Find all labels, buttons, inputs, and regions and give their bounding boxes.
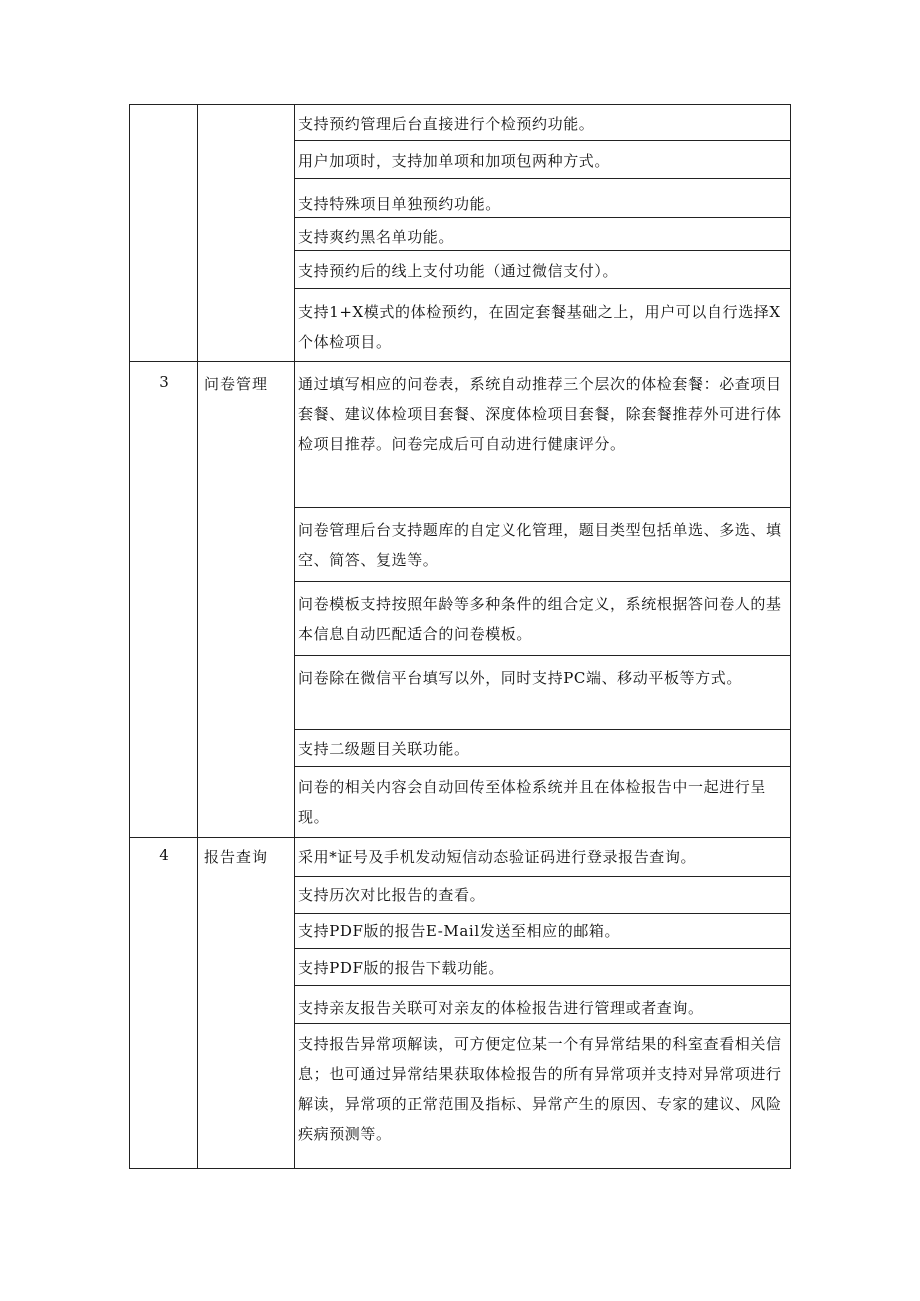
category-label: 报告查询 — [204, 848, 269, 866]
feature-cell: 支持PDF版的报告E-Mail发送至相应的邮箱。 — [298, 922, 621, 940]
feature-cell: 支持预约管理后台直接进行个检预约功能。 — [298, 115, 595, 133]
feature-cell: 问卷除在微信平台填写以外，同时支持PC端、移动平板等方式。 — [298, 669, 742, 687]
row-divider — [295, 581, 790, 582]
row-number: 3 — [159, 373, 169, 391]
column-divider — [294, 105, 295, 1168]
feature-cell: 支持报告异常项解读，可方便定位某一个有异常结果的科室查看相关信息；也可通过异常结果获取体检报告的所有异常项并支持对异常项进行解读，异常项的正常范围及指标、异常产生的原因、专家的建议、风险疾病预测等。 — [298, 1035, 782, 1143]
feature-cell: 用户加项时，支持加单项和加项包两种方式。 — [298, 152, 611, 170]
feature-cell: 支持亲友报告关联可对亲友的体检报告进行管理或者查询。 — [298, 999, 704, 1017]
row-divider — [295, 729, 790, 730]
feature-cell: 支持1+X模式的体检预约，在固定套餐基础之上，用户可以自行选择X个体检项目。 — [298, 303, 781, 351]
section-divider — [130, 361, 790, 362]
row-divider — [295, 876, 790, 877]
feature-cell: 问卷管理后台支持题库的自定义化管理，题目类型包括单选、多选、填空、简答、复选等。 — [298, 521, 782, 569]
feature-cell: 问卷模板支持按照年龄等多种条件的组合定义，系统根据答问卷人的基本信息自动匹配适合的问卷模板。 — [298, 595, 782, 643]
feature-cell: 支持PDF版的报告下载功能。 — [298, 959, 504, 977]
row-divider — [295, 288, 790, 289]
feature-cell: 通过填写相应的问卷表，系统自动推荐三个层次的体检套餐：必查项目套餐、建议体检项目套餐、深度体检项目套餐，除套餐推荐外可进行体检项目推荐。问卷完成后可自动进行健康评分。 — [298, 375, 782, 453]
category-label: 问卷管理 — [204, 375, 269, 393]
feature-cell: 支持爽约黑名单功能。 — [298, 228, 455, 246]
feature-cell: 支持二级题目关联功能。 — [298, 740, 470, 758]
row-divider — [295, 766, 790, 767]
row-divider — [295, 178, 790, 179]
feature-cell: 问卷的相关内容会自动回传至体检系统并且在体检报告中一起进行呈现。 — [298, 778, 767, 826]
feature-cell: 支持预约后的线上支付功能（通过微信支付）。 — [298, 262, 619, 280]
row-number: 4 — [159, 846, 169, 864]
row-divider — [295, 1023, 790, 1024]
feature-cell: 支持历次对比报告的查看。 — [298, 886, 486, 904]
row-divider — [295, 140, 790, 141]
row-divider — [295, 913, 790, 914]
column-divider — [197, 105, 198, 1168]
feature-cell: 支持特殊项目单独预约功能。 — [298, 195, 501, 213]
feature-cell: 采用*证号及手机发动短信动态验证码进行登录报告查询。 — [298, 848, 697, 866]
row-divider — [295, 985, 790, 986]
requirements-table — [129, 104, 791, 1169]
row-divider — [295, 655, 790, 656]
row-divider — [295, 507, 790, 508]
row-divider — [295, 948, 790, 949]
section-divider — [130, 837, 790, 838]
